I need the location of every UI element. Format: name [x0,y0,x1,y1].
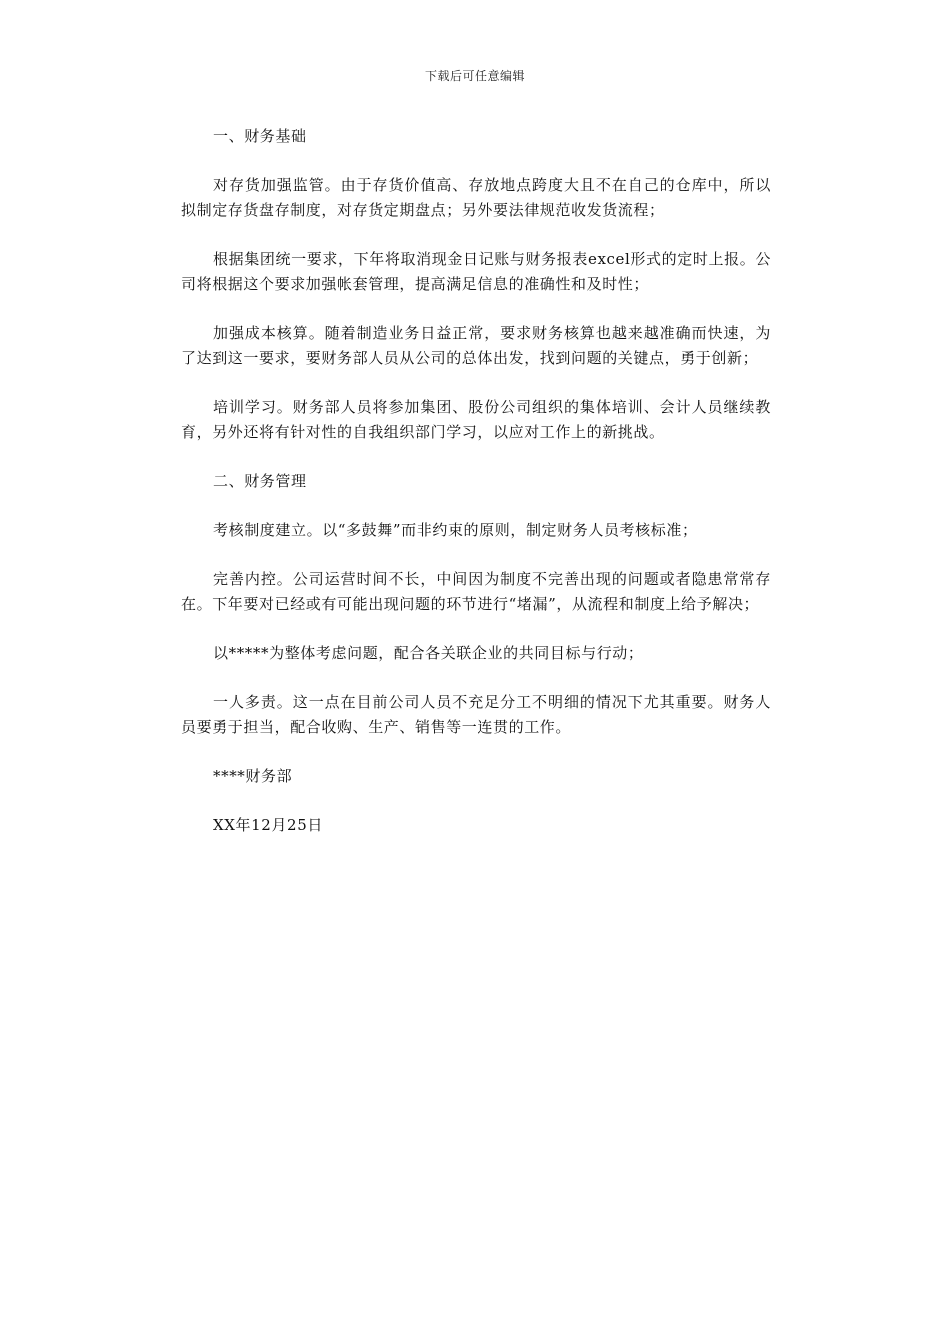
paragraph-overall-consideration: 以*****为整体考虑问题，配合各关联企业的共同目标与行动； [213,644,644,662]
paragraph-training: 培训学习。财务部人员将参加集团、股份公司组织的集体培训、会计人员继续教育，另外还将有针对性的自我组织部门学习，以应对工作上的新挑战。 [181,398,771,441]
section-heading-finance-basics: 一、财务基础 [213,127,307,145]
section-heading-finance-management: 二、财务管理 [213,472,307,490]
paragraph-assessment-system: 考核制度建立。以“多鼓舞”而非约束的原则，制定财务人员考核标准； [213,521,698,539]
paragraph-group-reporting: 根据集团统一要求，下年将取消现金日记账与财务报表excel形式的定时上报。公司将根据这个要求加强帐套管理，提高满足信息的准确性和及时性； [181,250,771,293]
paragraph-multiple-duties: 一人多责。这一点在目前公司人员不充足分工不明细的情况下尤其重要。财务人员要勇于担当，配合收购、生产、销售等一连贯的工作。 [181,693,771,736]
document-body [181,124,771,862]
signature-date: XX年12月25日 [213,816,323,834]
paragraph-inventory-supervision: 对存货加强监管。由于存货价值高、存放地点跨度大且不在自己的仓库中，所以拟制定存货盘存制度，对存货定期盘点；另外要法律规范收发货流程； [181,176,771,219]
paragraph-cost-accounting: 加强成本核算。随着制造业务日益正常，要求财务核算也越来越准确而快速，为了达到这一要求，要财务部人员从公司的总体出发，找到问题的关键点，勇于创新； [181,324,771,367]
paragraph-internal-control: 完善内控。公司运营时间不长，中间因为制度不完善出现的问题或者隐患常常存在。下年要对已经或有可能出现问题的环节进行“堵漏”，从流程和制度上给予解决； [181,570,771,613]
header-note: 下载后可任意编辑 [424,69,525,83]
signature-department: ****财务部 [213,767,293,785]
